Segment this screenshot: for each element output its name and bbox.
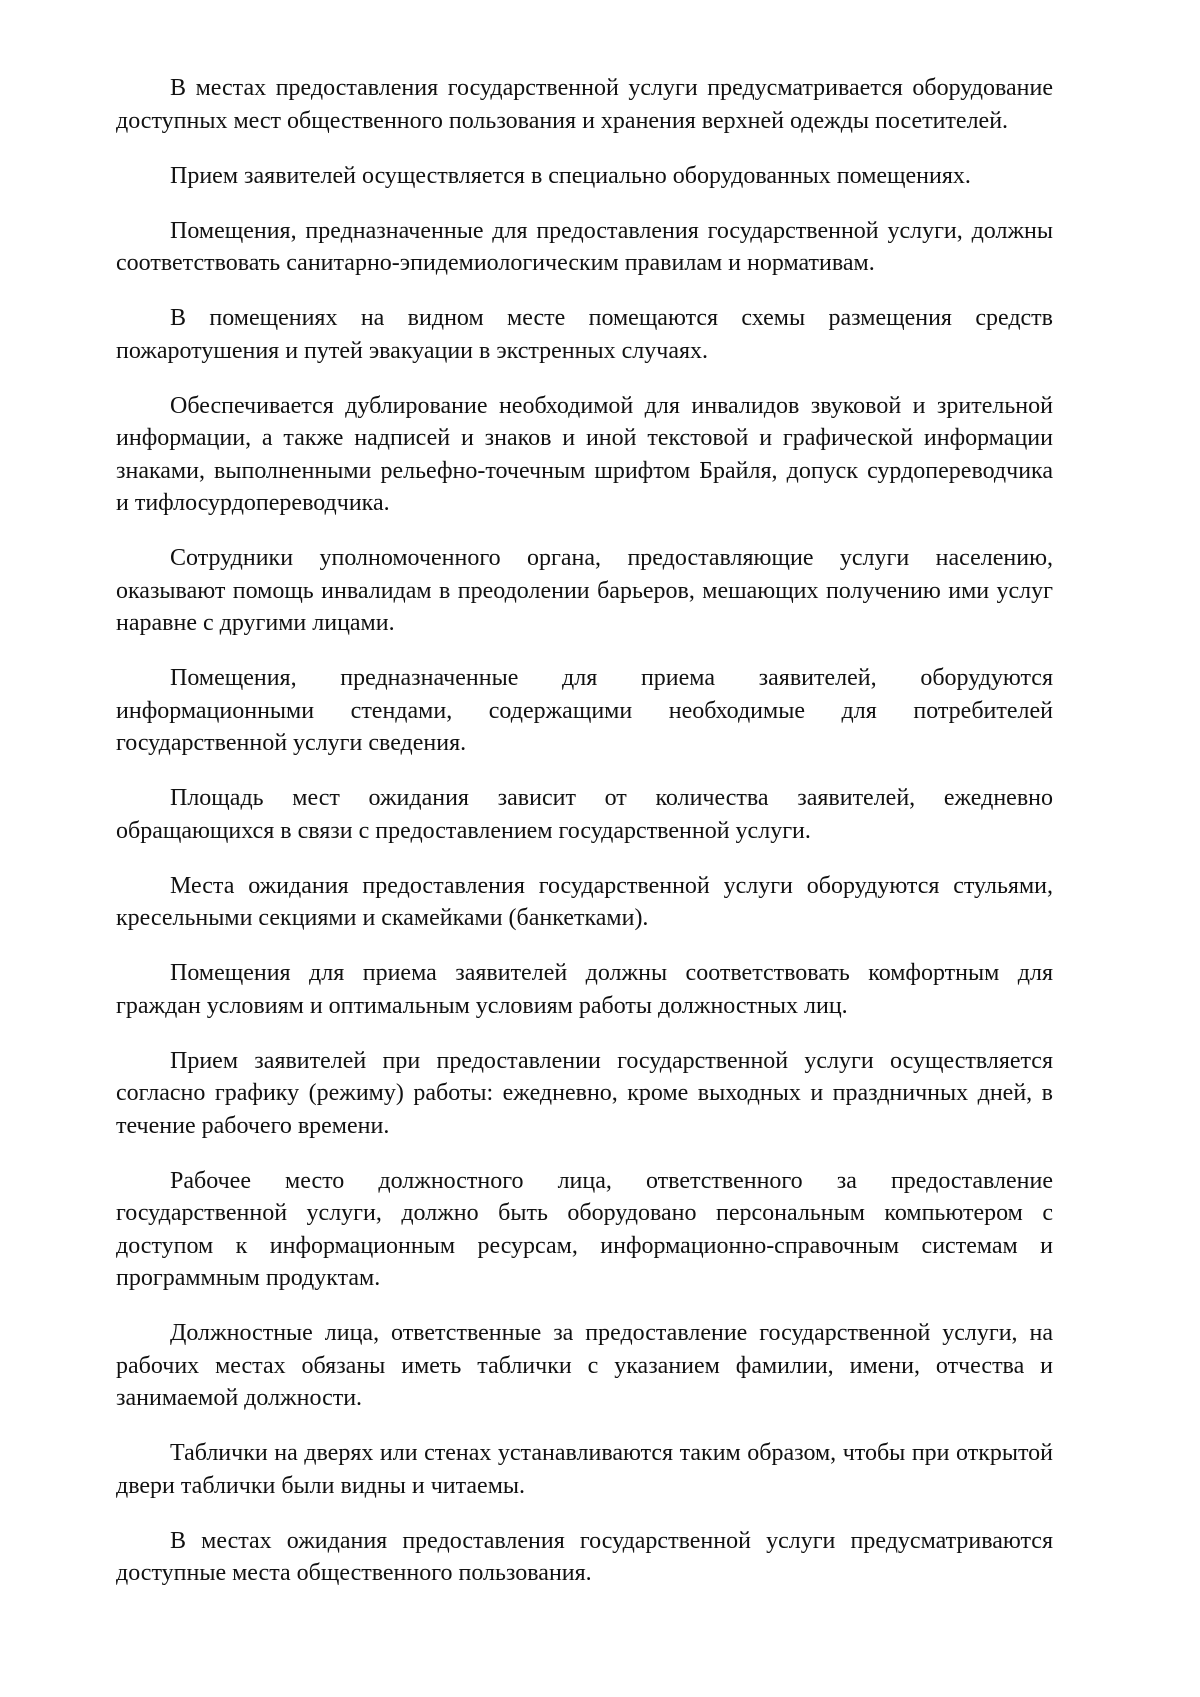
paragraph-14: Таблички на дверях или стенах устанавливаются таким образом, чтобы при открытой двери таблички были видны и читаемы. <box>116 1440 1053 1499</box>
paragraph-10: Помещения для приема заявителей должны соответствовать комфортным для граждан условиям и оптимальным условиям работы должностных лиц. <box>116 960 1053 1019</box>
paragraph-1: В местах предоставления государственной услуги предусматривается оборудование доступных мест общественного пользования и хранения верхней одежды посетителей. <box>116 75 1053 134</box>
paragraph-13: Должностные лица, ответственные за предоставление государственной услуги, на рабочих местах обязаны иметь таблички с указанием фамилии, имени, отчества и занимаемой должности. <box>116 1320 1053 1411</box>
paragraph-5: Обеспечивается дублирование необходимой для инвалидов звуковой и зрительной информации, а также надписей и знаков и иной текстовой и графической информации знаками, выполненными рельефно-точечным шрифтом Брайля, допуск сурдопереводчика и тифлосурдопереводчика. <box>116 392 1053 516</box>
paragraph-8: Площадь мест ожидания зависит от количества заявителей, ежедневно обращающихся в связи с предоставлением государственной услуги. <box>116 785 1053 844</box>
paragraph-6: Сотрудники уполномоченного органа, предоставляющие услуги населению, оказывают помощь инвалидам в преодолении барьеров, мешающих получению ими услуг наравне с другими лицами. <box>116 545 1053 636</box>
paragraph-12: Рабочее место должностного лица, ответственного за предоставление государственной услуги, должно быть оборудовано персональным компьютером с доступом к информационным ресурсам, информационно-справочным системам и программным продуктам. <box>116 1167 1053 1291</box>
paragraph-3: Помещения, предназначенные для предоставления государственной услуги, должны соответствовать санитарно-эпидемиологическим правилам и нормативам. <box>116 217 1053 276</box>
paragraph-15: В местах ожидания предоставления государственной услуги предусматриваются доступные места общественного пользования. <box>116 1527 1053 1586</box>
paragraph-4: В помещениях на видном месте помещаются схемы размещения средств пожаротушения и путей эвакуации в экстренных случаях. <box>116 305 1053 364</box>
document-body <box>116 72 1053 1590</box>
paragraph-7: Помещения, предназначенные для приема заявителей, оборудуются информационными стендами, содержащими необходимые для потребителей государственной услуги сведения. <box>116 665 1053 756</box>
paragraph-9: Места ожидания предоставления государственной услуги оборудуются стульями, кресельными секциями и скамейками (банкетками). <box>116 872 1053 931</box>
paragraph-2: Прием заявителей осуществляется в специально оборудованных помещениях. <box>170 162 971 189</box>
paragraph-11: Прием заявителей при предоставлении государственной услуги осуществляется согласно графику (режиму) работы: ежедневно, кроме выходных и праздничных дней, в течение рабочего времени. <box>116 1047 1053 1139</box>
